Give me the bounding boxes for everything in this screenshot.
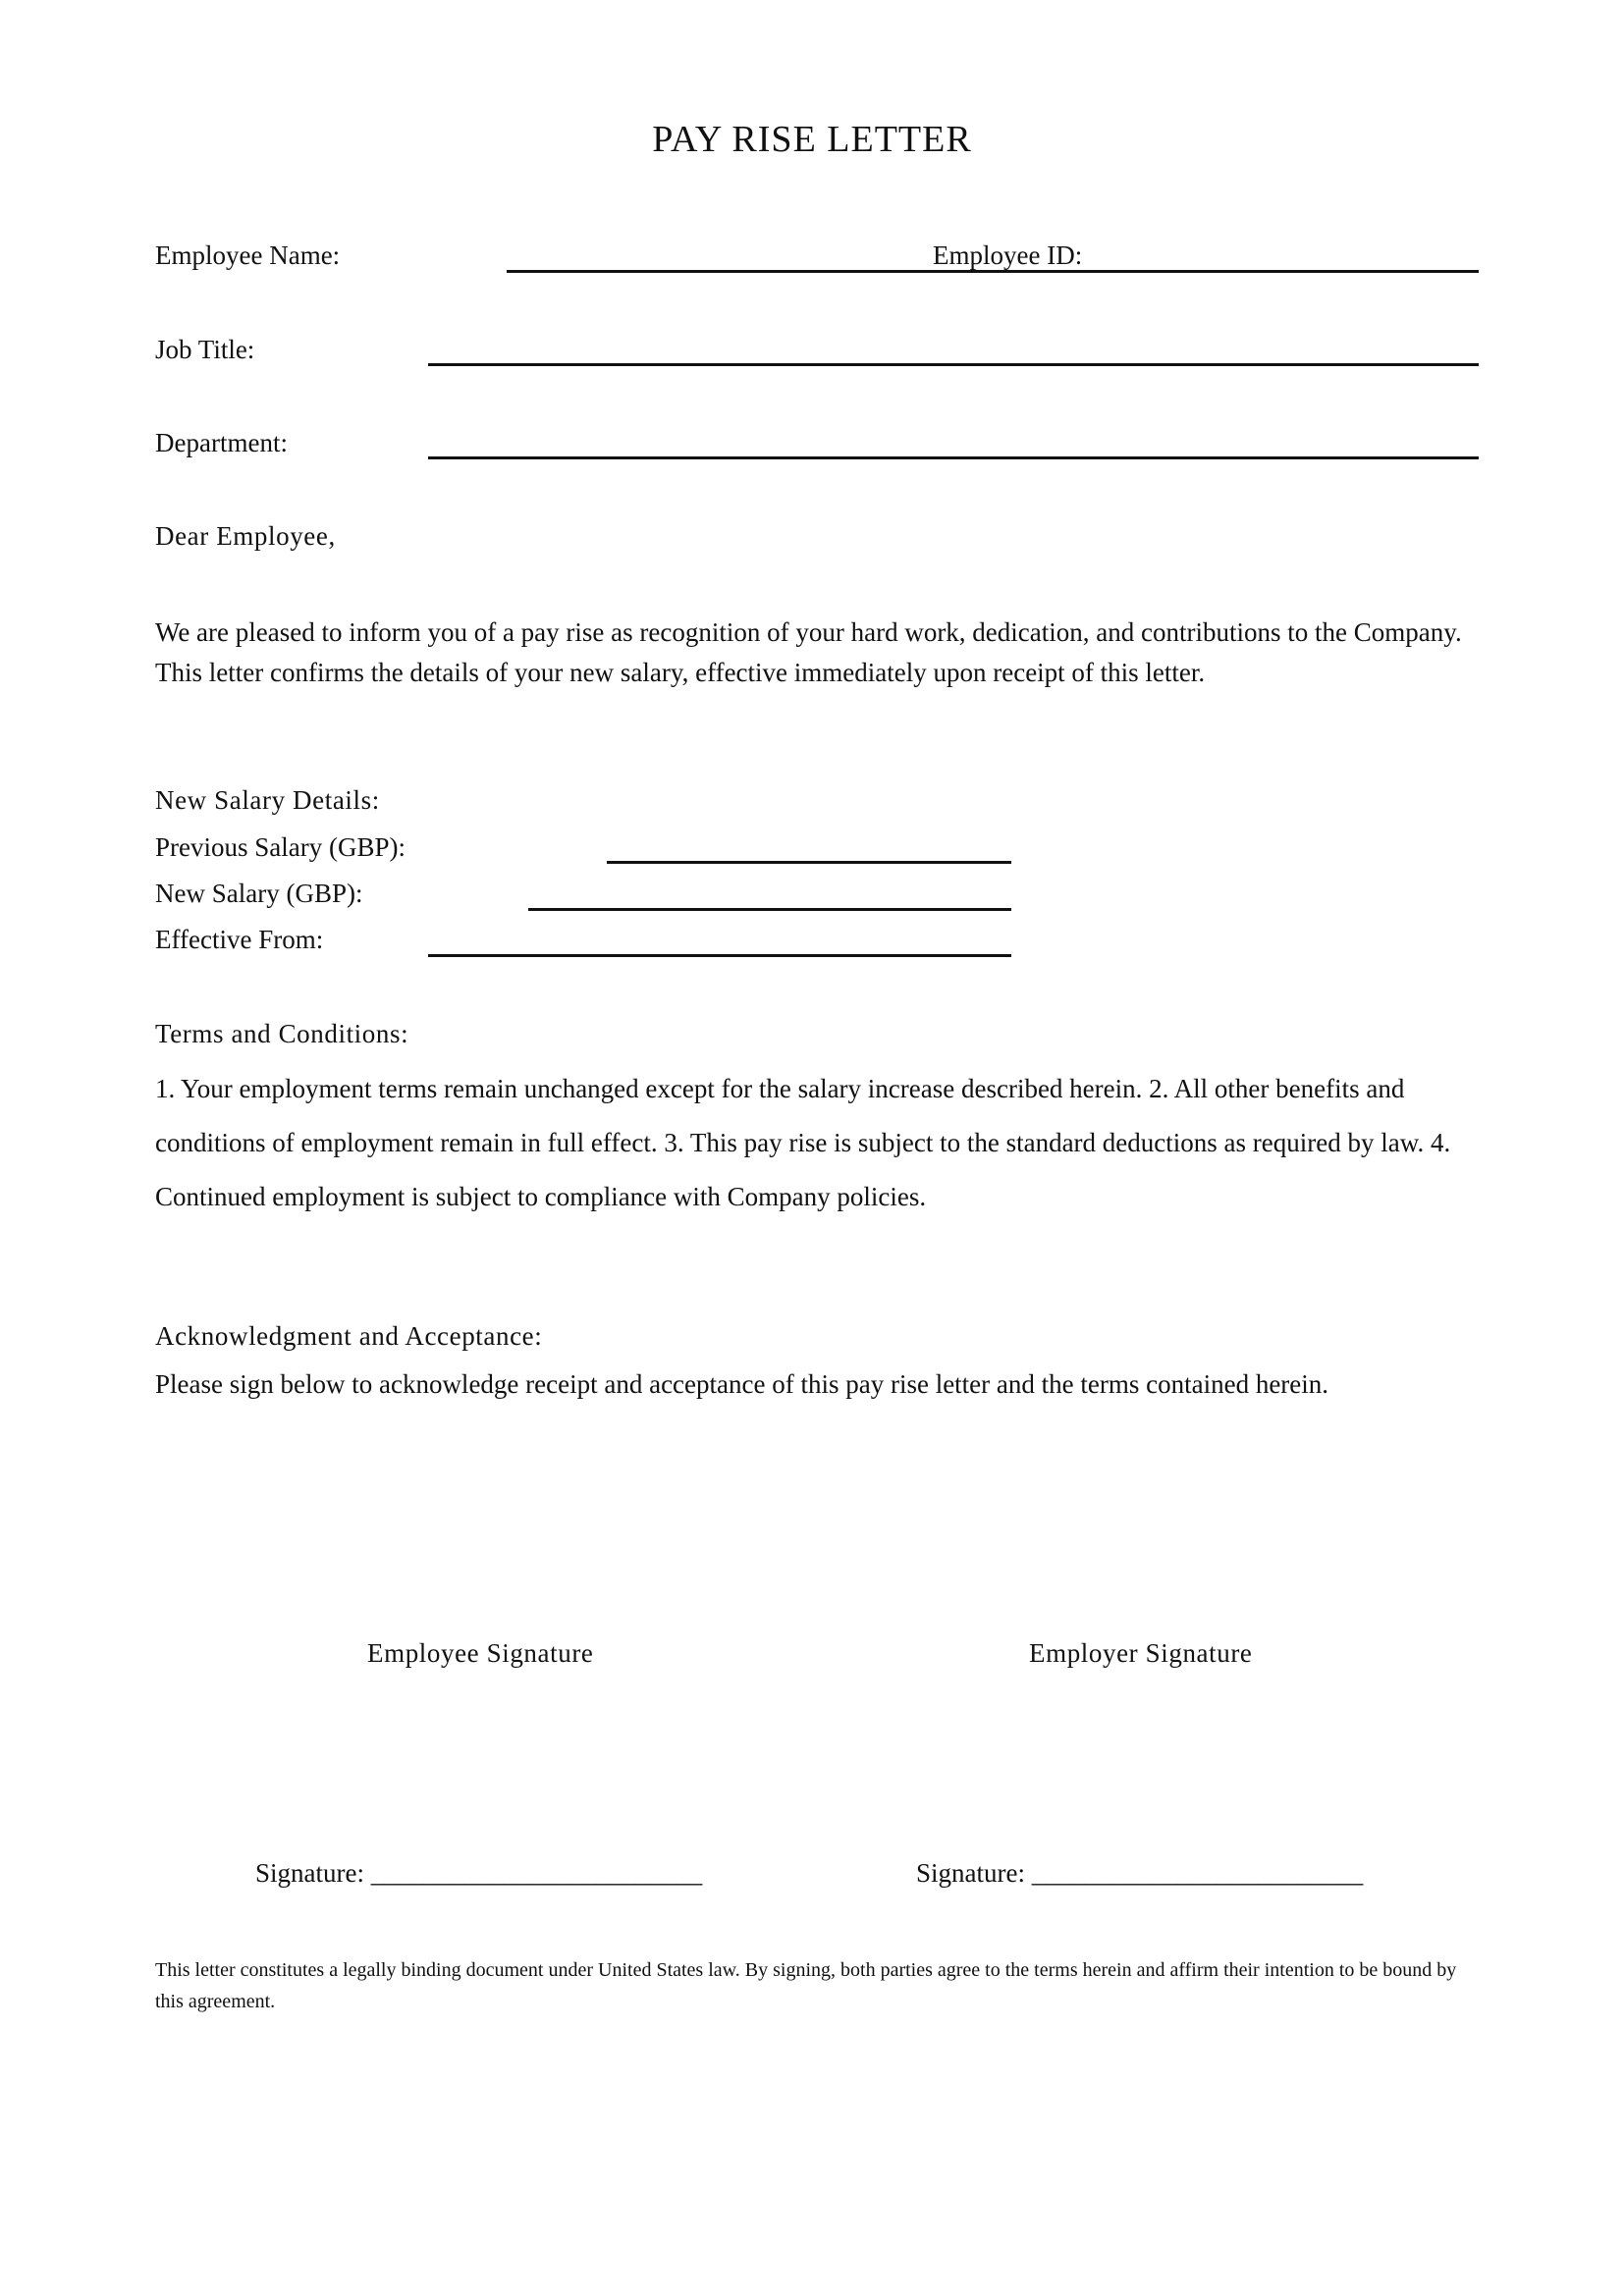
new-salary-label: New Salary (GBP):: [155, 879, 363, 908]
new-salary-line[interactable]: [528, 908, 1011, 911]
terms-body: 1. Your employment terms remain unchanged except for the salary increase described herein. 2. All other benefits and conditions of employment remain in full effect. 3. This pay rise is subject to the standard deductions as required by law. 4. Continued employment is subject to compliance with Company policies.: [155, 1074, 1451, 1211]
job-title-label: Job Title:: [155, 335, 255, 364]
effective-from-label: Effective From:: [155, 925, 324, 954]
employer-signature-heading: Employer Signature: [1029, 1638, 1253, 1668]
job-title-line[interactable]: [428, 363, 1479, 366]
employee-signature-heading: Employee Signature: [367, 1638, 594, 1668]
intro-paragraph: We are pleased to inform you of a pay rise as recognition of your hard work, dedication, and contributions to the Company. This letter confirms the details of your new salary, effective immediately upon receipt of this letter.: [155, 617, 1462, 687]
effective-from-line[interactable]: [428, 954, 1011, 957]
document-title: PAY RISE LETTER: [652, 119, 972, 160]
terms-heading: Terms and Conditions:: [155, 1019, 409, 1048]
department-line[interactable]: [428, 456, 1479, 459]
department-label: Department:: [155, 428, 288, 457]
acknowledgment-body: Please sign below to acknowledge receipt and acceptance of this pay rise letter and the terms contained herein.: [155, 1369, 1329, 1399]
employee-signature-field[interactable]: Signature: _________________________: [255, 1858, 703, 1888]
employer-signature-field[interactable]: Signature: _________________________: [916, 1858, 1364, 1888]
previous-salary-label: Previous Salary (GBP):: [155, 832, 406, 862]
employee-name-label: Employee Name:: [155, 240, 341, 270]
previous-salary-line[interactable]: [607, 861, 1011, 864]
legal-footer: This letter constitutes a legally binding document under United States law. By signing, both parties agree to the terms herein and affirm their intention to be bound by this agreement.: [155, 1959, 1457, 2012]
salutation: Dear Employee,: [155, 521, 336, 551]
employee-id-label: Employee ID:: [933, 240, 1083, 270]
acknowledgment-heading: Acknowledgment and Acceptance:: [155, 1321, 543, 1351]
salary-details-heading: New Salary Details:: [155, 785, 380, 815]
